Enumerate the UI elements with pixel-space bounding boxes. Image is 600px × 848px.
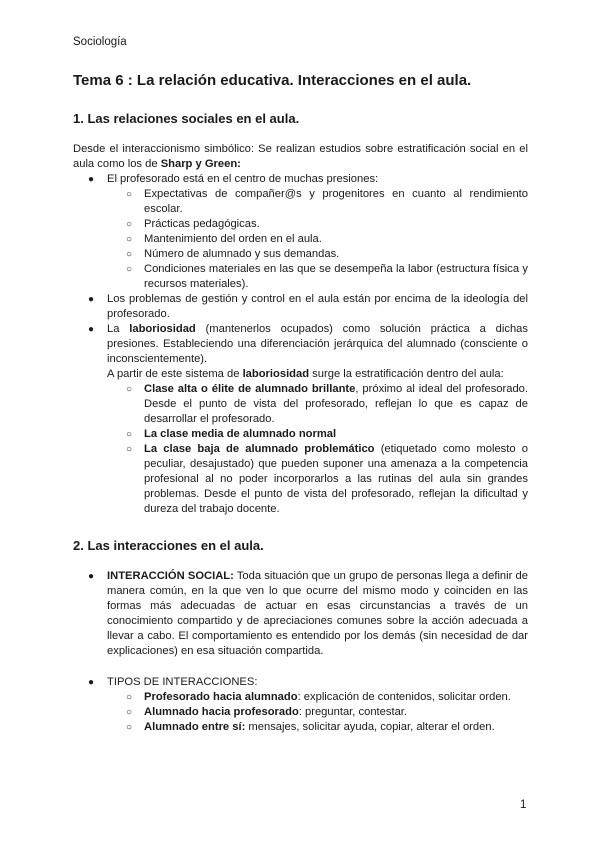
list-item bbox=[107, 705, 528, 720]
sub-bullet-icon: ○ bbox=[126, 264, 133, 275]
section2-list bbox=[73, 569, 528, 659]
list-item bbox=[73, 172, 528, 292]
class-name: La clase baja de alumnado problemático bbox=[144, 443, 375, 455]
class-name: La clase media de alumnado normal bbox=[144, 428, 337, 440]
pressure-text: Mantenimiento del orden en el aula. bbox=[144, 233, 322, 245]
section1-intro bbox=[73, 142, 528, 172]
list-item bbox=[73, 292, 528, 322]
section2-body bbox=[73, 569, 528, 659]
section2-heading: 2. Las interacciones en el aula. bbox=[73, 538, 264, 553]
bullet-text: surge la estratificación dentro del aula: bbox=[309, 368, 504, 380]
list-item bbox=[107, 442, 528, 517]
sub-bullet-icon: ○ bbox=[126, 189, 133, 200]
bullet-text: Los problemas de gestión y control en el aula están por encima de la ideología del profesorado. bbox=[107, 293, 528, 320]
social-interaction-text: Toda situación que un grupo de personas llega a definir de manera común, en la que ven lo que ocurre del mismo modo y coinciden en las formas más adecuadas de actuar en esas circunstancias a través de un conocimiento compartido y de apreciaciones comunes sobre la acción adecuada a llevar a cabo. El comportamiento es entendido por los demás (sin necesidad de dar explicaciones) en esa situación compartida. bbox=[107, 570, 528, 657]
section1-list bbox=[73, 172, 528, 517]
bullet-text: (mantenerlos ocupados) como solución práctica a dichas presiones. Estableciendo una diferenciación jerárquica del alumnado (consciente o inconscientemente). bbox=[107, 323, 528, 365]
bullet-icon: ● bbox=[88, 294, 95, 305]
intro-authors: Sharp y Green: bbox=[160, 158, 241, 170]
bullet-icon: ● bbox=[88, 174, 95, 185]
list-item bbox=[107, 690, 528, 705]
sub-bullet-icon: ○ bbox=[126, 444, 133, 455]
list-item bbox=[107, 262, 528, 292]
sub-bullet-icon: ○ bbox=[126, 384, 133, 395]
type-name: Alumnado entre sí: bbox=[144, 721, 246, 733]
type-text: : explicación de contenidos, solicitar orden. bbox=[297, 691, 511, 703]
page-header: Sociología bbox=[73, 36, 127, 48]
list-item bbox=[107, 382, 528, 427]
list-item bbox=[107, 232, 528, 247]
type-text: mensajes, solicitar ayuda, copiar, alterar el orden. bbox=[245, 721, 495, 733]
bullet-bold: laboriosidad bbox=[242, 368, 310, 380]
list-item bbox=[73, 569, 528, 659]
bullet-text: A partir de este sistema de bbox=[107, 368, 243, 380]
section1-heading: 1. Las relaciones sociales en el aula. bbox=[73, 111, 300, 126]
bullet-text: La bbox=[107, 323, 130, 335]
social-interaction-term: INTERACCIÓN SOCIAL: bbox=[107, 570, 234, 582]
intro-text: Desde el interaccionismo simbólico: Se realizan estudios sobre estratificación social en el aula como los de bbox=[73, 143, 528, 170]
classes-list bbox=[107, 382, 528, 517]
sub-bullet-icon: ○ bbox=[126, 429, 133, 440]
types-sublist bbox=[107, 690, 528, 735]
list-item bbox=[107, 247, 528, 262]
class-name: Clase alta o élite de alumnado brillante bbox=[144, 383, 356, 395]
page-number: 1 bbox=[520, 799, 527, 811]
type-name: Alumnado hacia profesorado bbox=[144, 706, 299, 718]
bullet-icon: ● bbox=[88, 677, 95, 688]
list-item bbox=[73, 675, 528, 735]
list-item bbox=[107, 217, 528, 232]
bullet-icon: ● bbox=[88, 571, 95, 582]
bullet-icon: ● bbox=[88, 324, 95, 335]
types-list bbox=[73, 675, 528, 735]
sub-bullet-icon: ○ bbox=[126, 722, 133, 733]
class-text: , próximo al ideal del profesorado. Desde el punto de vista del profesorado, reflejan lo que es capaz de desarrollar el profesorado. bbox=[144, 383, 529, 425]
pressure-text: Expectativas de compañer@s y progenitores en cuanto al rendimiento escolar. bbox=[144, 188, 528, 215]
page-title: Tema 6 : La relación educativa. Interacciones en el aula. bbox=[73, 72, 472, 89]
list-item bbox=[107, 427, 528, 442]
sub-bullet-icon: ○ bbox=[126, 692, 133, 703]
sub-bullet-icon: ○ bbox=[126, 234, 133, 245]
list-item bbox=[73, 322, 528, 517]
section1-body bbox=[73, 142, 528, 517]
types-label: TIPOS DE INTERACCIONES: bbox=[107, 676, 258, 688]
sub-bullet-icon: ○ bbox=[126, 707, 133, 718]
section2-types bbox=[73, 675, 528, 735]
pressure-text: Condiciones materiales en las que se desempeña la labor (estructura física y recursos materiales). bbox=[144, 263, 528, 290]
class-text: (etiquetado como molesto o peculiar, desajustado) que pueden suponer una amenaza a la competencia profesional al no poder incorporarlos a las rutinas del aula sin grandes problemas. Desde el punto de vista del profesorado, reflejan la dificultad y dureza del trabajo docente. bbox=[144, 443, 528, 515]
sub-bullet-icon: ○ bbox=[126, 219, 133, 230]
list-item bbox=[107, 187, 528, 217]
pressure-text: Prácticas pedagógicas. bbox=[144, 218, 260, 230]
sub-bullet-icon: ○ bbox=[126, 249, 133, 260]
pressure-text: Número de alumnado y sus demandas. bbox=[144, 248, 340, 260]
bullet-text: El profesorado está en el centro de muchas presiones: bbox=[107, 173, 379, 185]
pressures-list bbox=[107, 187, 528, 292]
list-item bbox=[107, 720, 528, 735]
bullet-bold: laboriosidad bbox=[129, 323, 196, 335]
type-name: Profesorado hacia alumnado bbox=[144, 691, 298, 703]
type-text: : preguntar, contestar. bbox=[298, 706, 408, 718]
